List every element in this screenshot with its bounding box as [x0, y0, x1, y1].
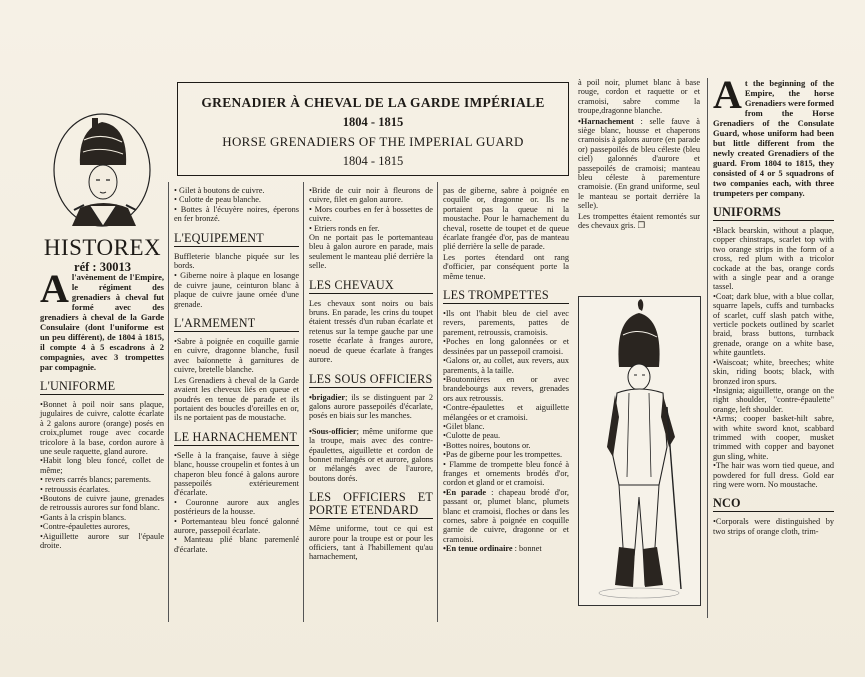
- paragraph: Même uniforme, tout ce qui est aurore pour la troupe est or pour les officiers, tant à l'habillement qu'au harnachement,: [309, 524, 433, 562]
- list-item: •Contre-épaulettes et aiguillette mélangées or et cramoisi.: [443, 403, 569, 422]
- intro-english-text: t the beginning of the Empire, the horse Grenadiers were formed from the Horse Grenadiers of the Consulate Guard, whose uniform had been but little different from the newly created Grenadiers of the guard. From 1804 to 1815, they consisted of 4 or 5 squadrons of two companies each, with three trumpeters per company.: [713, 78, 834, 198]
- heading-harnachement: LE HARNACHEMENT: [174, 429, 298, 444]
- list-item-parade: [443, 488, 569, 544]
- drop-cap: A: [713, 72, 742, 117]
- list-item: •Culotte de peau.: [443, 431, 501, 441]
- paragraph: pas de giberne, sabre à poignée en coquille or, dragonne or. Ils ne portaient pas la queue ni la moustache. Pour le harnachement du cheval, rosette de toupet et de queue écarlate frangée d'or, pas de manteau plié derrière la selle de parade.: [443, 186, 569, 252]
- paragraph-harnachement: [578, 117, 700, 211]
- paragraph: • Giberne noire à plaque en losange de cuivre jaune, ceinturon blanc à plaque de cuivre jaune ornée d'une grenade.: [174, 271, 299, 309]
- list-item: •Habit long bleu foncé, collet de même;: [40, 456, 164, 475]
- column-6: [713, 72, 834, 536]
- heading-trompettes: LES TROMPETTES: [443, 289, 569, 304]
- heading-equipement: L'EQUIPEMENT: [174, 232, 299, 247]
- heading-sous-officiers: LES SOUS OFFICIERS: [309, 371, 433, 386]
- drop-cap: A: [40, 266, 69, 311]
- list-item: •Aiguillette aurore sur l'épaule droite.: [40, 531, 164, 551]
- parade-text: : chapeau brodé d'or, passant or, plumet blanc, plumets blanc et cramoisi, floches or dans les cornes, sabre à poignée en coquille garnie de cuivre, dragonne or et cramoisi.: [443, 487, 569, 544]
- list-item: •Bride de cuir noir à fleurons de cuivre, filet en galon aurore.: [309, 186, 433, 205]
- list-item: •The hair was worn tied queue, and powdered for full dress. Gold ear ring were worn. No moustache.: [713, 461, 834, 489]
- list-item: • Manteau plié blanc paremenlé d'écarlate.: [174, 535, 299, 554]
- title-french: GRENADIER À CHEVAL DE LA GARDE IMPÉRIALE: [201, 95, 545, 110]
- paragraph: Buffleterie blanche piquée sur les bords.: [174, 251, 299, 271]
- list-item: •Coat; dark blue, with a blue collar, squarre lapels, cuffs and turnbacks of scarlet, cuff slash patch withe, verticle pockets outlined by scarlet braid, brass buttons, turnback grenade, orange on a white base, white gauntlets.: [713, 291, 834, 358]
- list-item: •Waiscoat; white, breeches; white skin, riding boots; black, with bronzed iron spurs.: [713, 357, 834, 386]
- column-3: [309, 186, 433, 563]
- list-item: •Boutonnières en or avec brandebourgs aux revers, grenades ors aux retroussis.: [443, 374, 569, 403]
- list-item: • Mors courbes en fer à bossettes de cuivre.: [309, 204, 433, 224]
- brigadier-text: ; ils se distinguent par 2 galons aurore passepoilés d'écarlate, posés en biais sur les manches.: [309, 392, 433, 421]
- title-box: [177, 82, 569, 176]
- sous-officier-label: •Sous-officier: [309, 426, 357, 436]
- list-item: • Gilet à boutons de cuivre.: [174, 186, 265, 195]
- column-rule: [168, 182, 169, 622]
- heading-officiers: LES OFFICIERS ET PORTE ETENDARD: [309, 490, 433, 518]
- list-item: •Bottes noires, boutons or.: [443, 440, 531, 450]
- grenadier-figure-icon: [579, 297, 700, 605]
- paragraph: •Sabre à poignée en coquille garnie en cuivre, dragonne blanche, fusil avec baïonnette à garnitures de cuivre, bretelle blanche.: [174, 337, 299, 375]
- harnachement-text: : selle fauve à siège blanc, housse et chaperons cramoisis à galons aurore (en parade or) passepoilés de bleu céleste (bleu ciel) galonnés d'aurore et passepoilés de cramoisi; manteau bleu céleste à parementure cramoisie. (En grand uniforme, seul le manteau se portait derrière la selle).: [578, 116, 700, 211]
- brigadier-label: •brigadier: [309, 392, 346, 402]
- list-item: •Selle à la française, fauve à siège blanc, housse croupelin et fontes à un chaperon bleu foncé à galons aurore passepoilés extérieurement d'écarlate.: [174, 450, 299, 498]
- column-rule: [437, 182, 438, 622]
- heading-armement: L'ARMEMENT: [174, 317, 299, 332]
- list-item: •Galons or, au collet, aux revers, aux parements, à la taille.: [443, 356, 569, 375]
- paragraph-brigadier: [309, 393, 433, 421]
- list-item: • Couronne aurore aux angles postérieurs de la housse.: [174, 497, 299, 517]
- list-item: • retroussis écarlates.: [40, 484, 110, 494]
- sous-officier-text: ; même uniforme que la troupe, mais avec des contre-épaulettes, aiguillette et cordon de bonnet mélangés or et aurore, galons or mélangés avec de l'aurore, boutons dorés.: [309, 426, 433, 483]
- intro-english: [713, 72, 834, 198]
- list-item: •Pas de giberne pour les trompettes.: [443, 450, 563, 460]
- paragraph: Les trompettes étaient remontés sur des chevaux gris. ❒: [578, 211, 700, 231]
- paragraph: Les Grenadiers à cheval de la Garde avaient les cheveux liés en queue et poudrés en tenue de parade et ils portaient des boucles d'oreilles en or, ils ne portaient pas de moustache.: [174, 375, 299, 423]
- list-item: •Gants à la crispin blancs.: [40, 512, 127, 522]
- list-item: •Contre-épaulettes aurores,: [40, 522, 130, 532]
- list-item: •Insignia; aiguillette, orange on the right shoulder, "contre-épaulette" orange, left shoulder.: [713, 385, 834, 414]
- paragraph: à poil noir, plumet blanc à base rouge, cordon et raquette or et cramoisi, sabre comme la troupe,dragonne blanche.: [578, 78, 700, 116]
- title-english-years: 1804 - 1815: [342, 154, 404, 168]
- ordinaire-text: : bonnet: [512, 544, 542, 554]
- ordinaire-label: •En tenue ordinaire: [443, 544, 513, 554]
- list-item: • Bottes à l'écuyère noires, éperons en fer bronzé.: [174, 204, 299, 224]
- reference-number: réf : 30013: [74, 260, 131, 274]
- column-rule: [707, 78, 708, 618]
- list-item: •Poches en long galonnées or et dessinées par un passepoil cramoisi.: [443, 337, 569, 356]
- list-item: •Corporals were distinguished by two strips of orange cloth, trim-: [713, 517, 834, 536]
- list-item: • Etriers ronds en fer.: [309, 223, 380, 233]
- parade-label: •En parade: [443, 487, 487, 497]
- title-english: HORSE GRENADIERS OF THE IMPERIAL GUARD: [222, 134, 524, 149]
- column-5: [578, 78, 700, 232]
- column-4: [443, 186, 569, 554]
- title-french-years: 1804 - 1815: [342, 115, 404, 129]
- list-item: •Arms; cooper basket-hilt sabre, with white sword knot, scabbard trimmed with cooper, musket trimmed with copper and bayonet gun sling, white.: [713, 414, 834, 461]
- list-item: •Gilet blanc.: [443, 421, 485, 431]
- heading-uniforms: UNIFORMS: [713, 206, 834, 221]
- column-2: [174, 186, 299, 554]
- list-item: •Boutons de cuivre jaune, grenades de retroussis aurores sur fond blanc.: [40, 494, 164, 513]
- list-item-ordinaire: [443, 544, 569, 553]
- paragraph: Les chevaux sont noirs ou bais bruns. En parade, les crins du toupet étaient tressés d'un ruban écarlate et retenus sur la tempe gauche par une rosette écarlate à franges aurore, noeud de queue écarlate à franges aurore.: [309, 298, 433, 365]
- grenadier-portrait-icon: [50, 110, 160, 235]
- list-item: •Bonnet à poil noir sans plaque, jugulaires de cuivre, calotte écarlate à 2 galons aurore (orange) posés en croix,plumet rouge avec cocarde tricolore à la base, cordon aurore à une seule raquette, gland aurore.: [40, 400, 164, 457]
- paragraph: Les portes étendard ont rang d'officier, par conséquent porte la même tenue.: [443, 252, 569, 281]
- list-item: •Ils ont l'habit bleu de ciel avec revers, parements, pattes de parement, retroussis, cramoisis.: [443, 309, 569, 337]
- list-item: • Culotte de peau blanche.: [174, 195, 261, 205]
- intro-french-text: l'avènement de l'Empire, le régiment des grenadiers à cheval fut formé avec des grenadiers à cheval de la Garde Consulaire (dont l'uniforme est un peu différent), de 1804 à 1815, il compte 4 à 5 escadrons à 2 compagnies, avec 3 trompettes par compagnie.: [40, 272, 164, 372]
- list-item: •Black bearskin, without a plaque, copper chinstraps, scarlet top with two orange strips in the form of a cross, red plum with a tricolor cockade at the bas, orange cords with a single pear and a orange tassel.: [713, 226, 834, 292]
- paragraph-sous-officier: [309, 427, 433, 483]
- heading-uniforme: L'UNIFORME: [40, 380, 164, 395]
- brand-name: HISTOREX: [43, 235, 162, 260]
- heading-nco: NCO: [713, 497, 834, 512]
- column-rule: [303, 182, 304, 622]
- figure-box: [578, 296, 701, 606]
- list-item: • Flamme de trompette bleu foncé à franges et ornements brodés d'or, cordon et gland or et cramoisi.: [443, 459, 569, 488]
- paragraph: On ne portait pas le portemanteau bleu à galon aurore en parade, mais seulement le manteau plié derrière la selle.: [309, 233, 433, 271]
- list-item: • Portemanteau bleu foncé galonné aurore, passepoil écarlate.: [174, 516, 299, 535]
- list-item: • revers carrés blancs; parements.: [40, 475, 151, 485]
- heading-chevaux: LES CHEVAUX: [309, 279, 433, 294]
- harnachement-label: •Harnachement: [578, 116, 634, 126]
